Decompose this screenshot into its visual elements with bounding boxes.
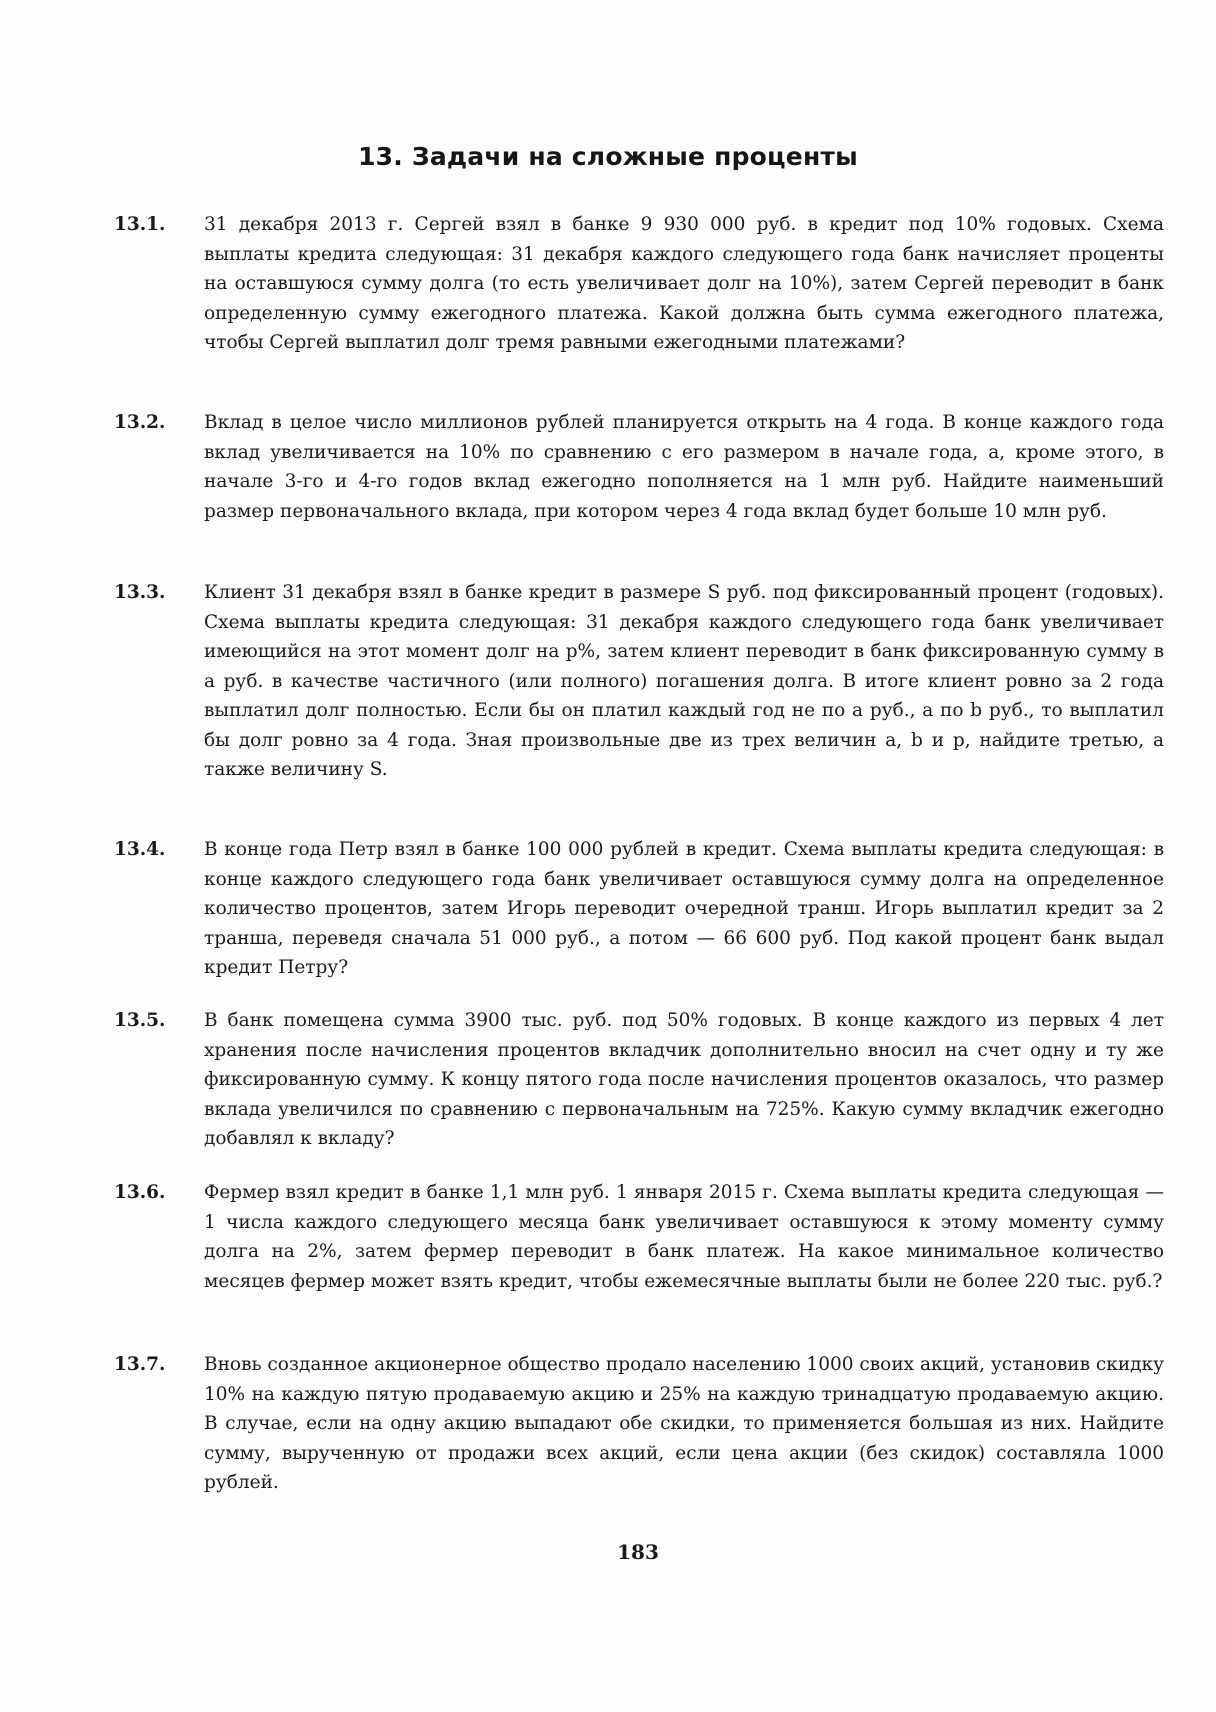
problem-number: 13.3. bbox=[114, 582, 166, 603]
problem-text: 31 декабря 2013 г. Сергей взял в банке 9 930 000 руб. в кредит под 10% годовых. Схема выплаты кредита следующая: 31 декабря каждого следующего года банк начисляет проценты на оставшуюся сумму долга (то есть увеличивает долг на 10%), затем Сергей переводит в банк определенную сумму ежегодного платежа. Какой должна быть сумма ежегодного платежа, чтобы Сергей выплатил долг тремя равными ежегодными платежами? bbox=[204, 214, 1164, 353]
problem-number: 13.5. bbox=[114, 1010, 166, 1031]
page-number: 183 bbox=[617, 1540, 659, 1564]
page-title: 13. Задачи на сложные проценты bbox=[358, 142, 858, 171]
problem-number: 13.1. bbox=[114, 214, 166, 235]
problem-text: В банк помещена сумма 3900 тыс. руб. под 50% годовых. В конце каждого из первых 4 лет хранения после начисления процентов вкладчик дополнительно вносил на счет одну и ту же фиксированную сумму. К концу пятого года после начисления процентов оказалось, что размер вклада увеличился по сравнению с первоначальным на 725%. Какую сумму вкладчик ежегодно добавлял к вкладу? bbox=[204, 1010, 1164, 1149]
problem-text: Фермер взял кредит в банке 1,1 млн руб. 1 января 2015 г. Схема выплаты кредита следующая — 1 числа каждого следующего месяца банк увеличивает оставшуюся к этому моменту сумму долга на 2%, затем фермер переводит в банк платеж. На какое минимальное количество месяцев фермер может взять кредит, чтобы ежемесячные выплаты были не более 220 тыс. руб.? bbox=[204, 1182, 1164, 1292]
problem-text: В конце года Петр взял в банке 100 000 рублей в кредит. Схема выплаты кредита следующая: в конце каждого следующего года банк увеличивает оставшуюся сумму долга на определенное количество процентов, затем Игорь переводит очередной транш. Игорь выплатил кредит за 2 транша, переведя сначала 51 000 руб., а потом — 66 600 руб. Под какой процент банк выдал кредит Петру? bbox=[204, 839, 1164, 978]
problem-text: Клиент 31 декабря взял в банке кредит в размере S руб. под фиксированный процент (годовых). Схема выплаты кредита следующая: 31 декабря каждого следующего года банк увеличивает имеющийся на этот момент долг на p%, затем клиент переводит в банк фиксированную сумму в a руб. в качестве частичного (или полного) погашения долга. В итоге клиент ровно за 2 года выплатил долг полностью. Если бы он платил каждый год не по a руб., а по b руб., то выплатил бы долг ровно за 4 года. Зная произвольные две из трех величин a, b и p, найдите третью, а также величину S. bbox=[204, 582, 1164, 780]
problem-number: 13.6. bbox=[114, 1182, 166, 1203]
problem-number: 13.7. bbox=[114, 1354, 166, 1375]
problem-text: Вклад в целое число миллионов рублей планируется открыть на 4 года. В конце каждого года вклад увеличивается на 10% по сравнению с его размером в начале года, а, кроме этого, в начале 3-го и 4-го годов вклад ежегодно пополняется на 1 млн руб. Найдите наименьший размер первоначального вклада, при котором через 4 года вклад будет больше 10 млн руб. bbox=[204, 412, 1164, 522]
problem-text: Вновь созданное акционерное общество продало населению 1000 своих акций, установив скидку 10% на каждую пятую продаваемую акцию и 25% на каждую тринадцатую продаваемую акцию. В случае, если на одну акцию выпадают обе скидки, то применяется большая из них. Найдите сумму, вырученную от продажи всех акций, если цена акции (без скидок) составляла 1000 рублей. bbox=[204, 1354, 1164, 1493]
problem-number: 13.4. bbox=[114, 839, 166, 860]
problem-number: 13.2. bbox=[114, 412, 166, 433]
